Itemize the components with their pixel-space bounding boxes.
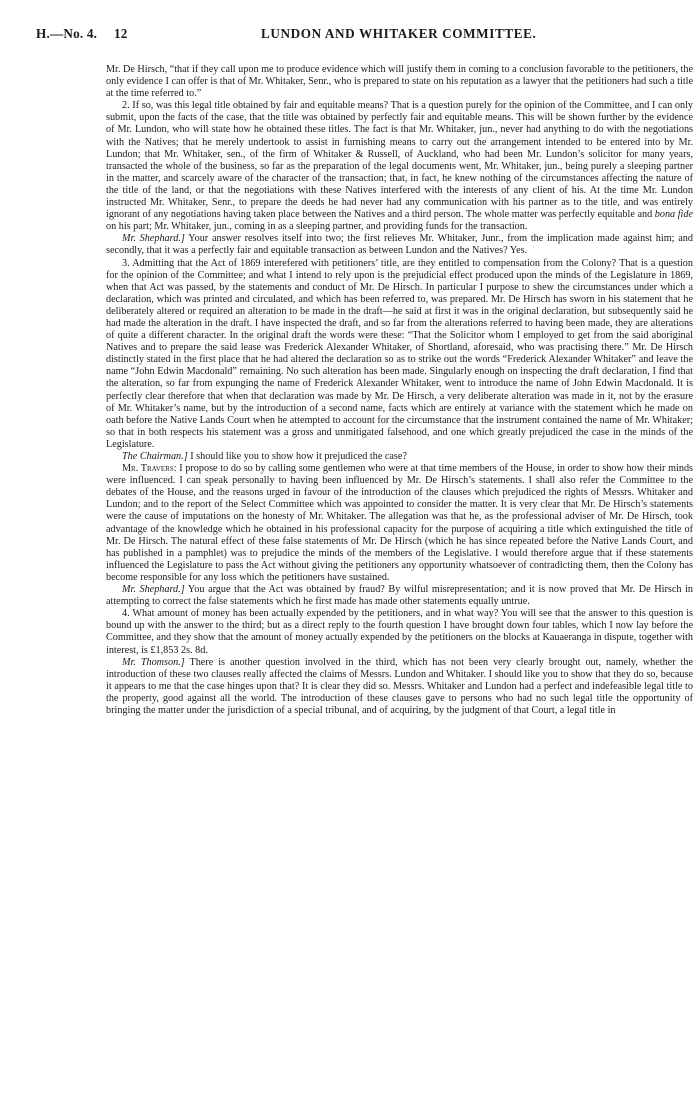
paragraph-2-end: on his part; Mr. Whitaker, jun., coming in as a sleeping partner, and providing funds for the transaction. bbox=[106, 221, 528, 233]
paragraph-3 bbox=[106, 233, 693, 257]
paragraph-9-text: There is another question involved in the third, which has not been very clearly brought out, namely, whether the introduction of these two clauses really affected the claims of Messrs. Lundon and Whitaker. I should like you to show that they do so, because it appears to me that the case hinges upon that? It is clear they did so. Messrs. Whitaker and Lundon had a perfect and indefeasible legal title to the property, good against all the world. The introduction of these clauses gave to persons who had no such legal title the opportunity of bringing the matter under the jurisdiction of a special tribunal, and of acquiring, by the judgment of that Court, a legal title in bbox=[106, 656, 693, 716]
paragraph-6-text: I propose to do so by calling some gentlemen who were at that time members of the House, in order to show how their minds were influenced. I can speak personally to having been influenced by Mr. De Hirsch’s statements. I shall also refer the Committee to the debates of the House, and the reasons urged in favour of the introduction of the clauses which prejudiced the rights of Messrs. Whitaker and Lundon; and to the report of the Select Committee which was appointed to consider the matter. It is very clear that Mr. De Hirsch’s statements were the cause of imputations on the honesty of Mr. Whitaker. The allegation was that he, as the professional adviser of Mr. De Hirsch, took advantage of the knowledge which he obtained in his professional capacity for the purpose of acquiring a title which extinguished the title of Mr. De Hirsch. The natural effect of these false statements of Mr. De Hirsch (which he has since repeated before the Native Lands Court, and has published in a pamphlet) was to prejudice the minds of the members of the Legislative. I would therefore argue that if these statements influenced the Legislature to pass the Act without giving the petitioners any opportunity whatsoever of contradicting them, then the Colony has become responsible for any loss which the petitioners have sustained. bbox=[106, 463, 694, 583]
paragraph-2 bbox=[106, 100, 693, 233]
paragraph-1: Mr. De Hirsch, “that if they call upon me to produce evidence which will justify them in coming to a conclusion favorable to the petitioners, the only evidence I can offer is that of Mr. Whitaker, Senr., who is prepared to state on his reputation as a lawyer that the petitioners had such a title at the time referred to.” bbox=[106, 64, 693, 100]
speaker-shephard: Mr. Shephard.] bbox=[122, 233, 185, 245]
running-title: LUNDON AND WHITAKER COMMITTEE. bbox=[261, 26, 537, 41]
document-body bbox=[106, 64, 693, 717]
paragraph-2-text: 2. If so, was this legal title obtained by fair and equitable means? That is a question purely for the opinion of the Committee, and I can only submit, upon the facts of the case, that the title was obtained by perfectly fair and equitable means. This will be shown further by the evidence of Mr. Lundon, who will state how he obtained these titles. The fact is that Mr. Whitaker, jun., never had anything to do with the negotiations with the Natives; that he merely undertook to assist in furnishing means to carry out the arrangement intended to be entered into by Mr. Lundon; that Mr. Whitaker, sen., of the firm of Whitaker & Russell, of Auckland, who had been Mr. Lundon’s solicitor for many years, transacted the whole of the business, so far as the preparation of the legal documents went, Mr. Whitaker, jun., being purely a sleeping partner in the matter, and scarcely aware of the character of the transaction; that, in fact, he knew nothing of the circumstances affecting the nature of the title of the land, or that the negotiations with these Natives interfered with the interests of any client of his. At the time Mr. Lundon instructed Mr. Whitaker, Senr., to prepare the deeds he had never had any communication with his partner as to the title, and was entirely ignorant of any negotiations having taken place between the Natives and a third person. The whole matter was perfectly equitable and bbox=[106, 100, 693, 221]
speaker-shephard-2: Mr. Shephard.] bbox=[122, 584, 185, 596]
paragraph-3-text: Your answer resolves itself into two; the first relieves Mr. Whitaker, Junr., from the implication made against him; and secondly, that it was a perfectly fair and equitable transaction as between Lundon and the Natives? Yes. bbox=[106, 233, 693, 257]
page-header bbox=[36, 26, 664, 48]
paragraph-2-italic: bona fide bbox=[654, 209, 693, 221]
document-reference: H.—No. 4. bbox=[36, 26, 98, 41]
paragraph-6 bbox=[106, 463, 693, 584]
speaker-chairman: The Chairman.] bbox=[122, 451, 188, 462]
paragraph-4: 3. Admitting that the Act of 1869 interefered with petitioners’ title, are they entitled to compensation from the Colony? That is a question for the opinion of the Committee; and what I intend to rely upon is the prejudicial effect produced upon the minds of the Legislature in 1869, when that Act was passed, by the statements and conduct of Mr. De Hirsch. In particular I purpose to shew the circumstances under which a declaration, which was printed and circulated, and which has been referred to, was prepared. Mr. De Hirsch has sworn in his statement that he deliberately altered or required an alteration to be made in the draft—he said at first it was in the original declaration, but subsequently said he had made the alteration in the draft. I have inspected the draft, and so far from the alterations referred to having been made, they are alterations of quite a different character. In the original draft the words were these: “That the Solicitor whom I employed to get from the said aboriginal Natives and to prepare the said lease was Frederick Alexander Whitaker, of Shortland, aforesaid, who was practising there.” Mr. De Hirsch distinctly stated in the first place that he had altered the declaration so as to strike out the words “Frederick Alexander Whitaker” and leave the name “John Edwin Macdonald” remaining. No such alteration has been made. Singularly enough on inspecting the draft declaration, I find that the alteration, so far from expunging the name of Frederick Alexander Whitaker, went to introduce the name of John Edwin Macdonald. It is perfectly clear therefore that when that declaration was made by Mr. De Hirsch, a very deliberate alteration was made in it, not by the erasure of Mr. Whitaker’s name, but by the introduction of a second name, facts which are entirely at variance with the statement which he made on oath before the Native Lands Court when he attempted to account for the circumstance that the instrument contained the name of Mr. Whitaker; so that in both respects his statement was a gross and unmitigated falsehood, and one which greatly prejudiced the case in the minds of the Legislature. bbox=[106, 257, 693, 450]
paragraph-8: 4. What amount of money has been actually expended by the petitioners, and in what way? You will see that the answer to this question is bound up with the answer to the third; but as a direct reply to the fourth question I have brought down four tables, which I now lay before the Committee, and they show that the amount of money actually expended by the petitioners on the blocks at Kauaeranga in dispute, together with interest, is £1,853 2s. 8d. bbox=[106, 608, 693, 656]
speaker-travers: Mr. Travers: bbox=[122, 463, 177, 475]
speaker-thomson: Mr. Thomson.] bbox=[122, 656, 185, 668]
paragraph-5 bbox=[106, 451, 693, 463]
paragraph-7 bbox=[106, 584, 693, 608]
paragraph-5-text: I should like you to show how it prejudiced the case? bbox=[190, 451, 407, 462]
paragraph-7-text: You argue that the Act was obtained by fraud? By wilful misrepresentation; and it is now proved that Mr. De Hirsch in attempting to correct the false statements which he first made has made other statements equally untrue. bbox=[106, 584, 693, 608]
paragraph-9 bbox=[106, 657, 693, 717]
page-number: 12 bbox=[114, 26, 128, 41]
